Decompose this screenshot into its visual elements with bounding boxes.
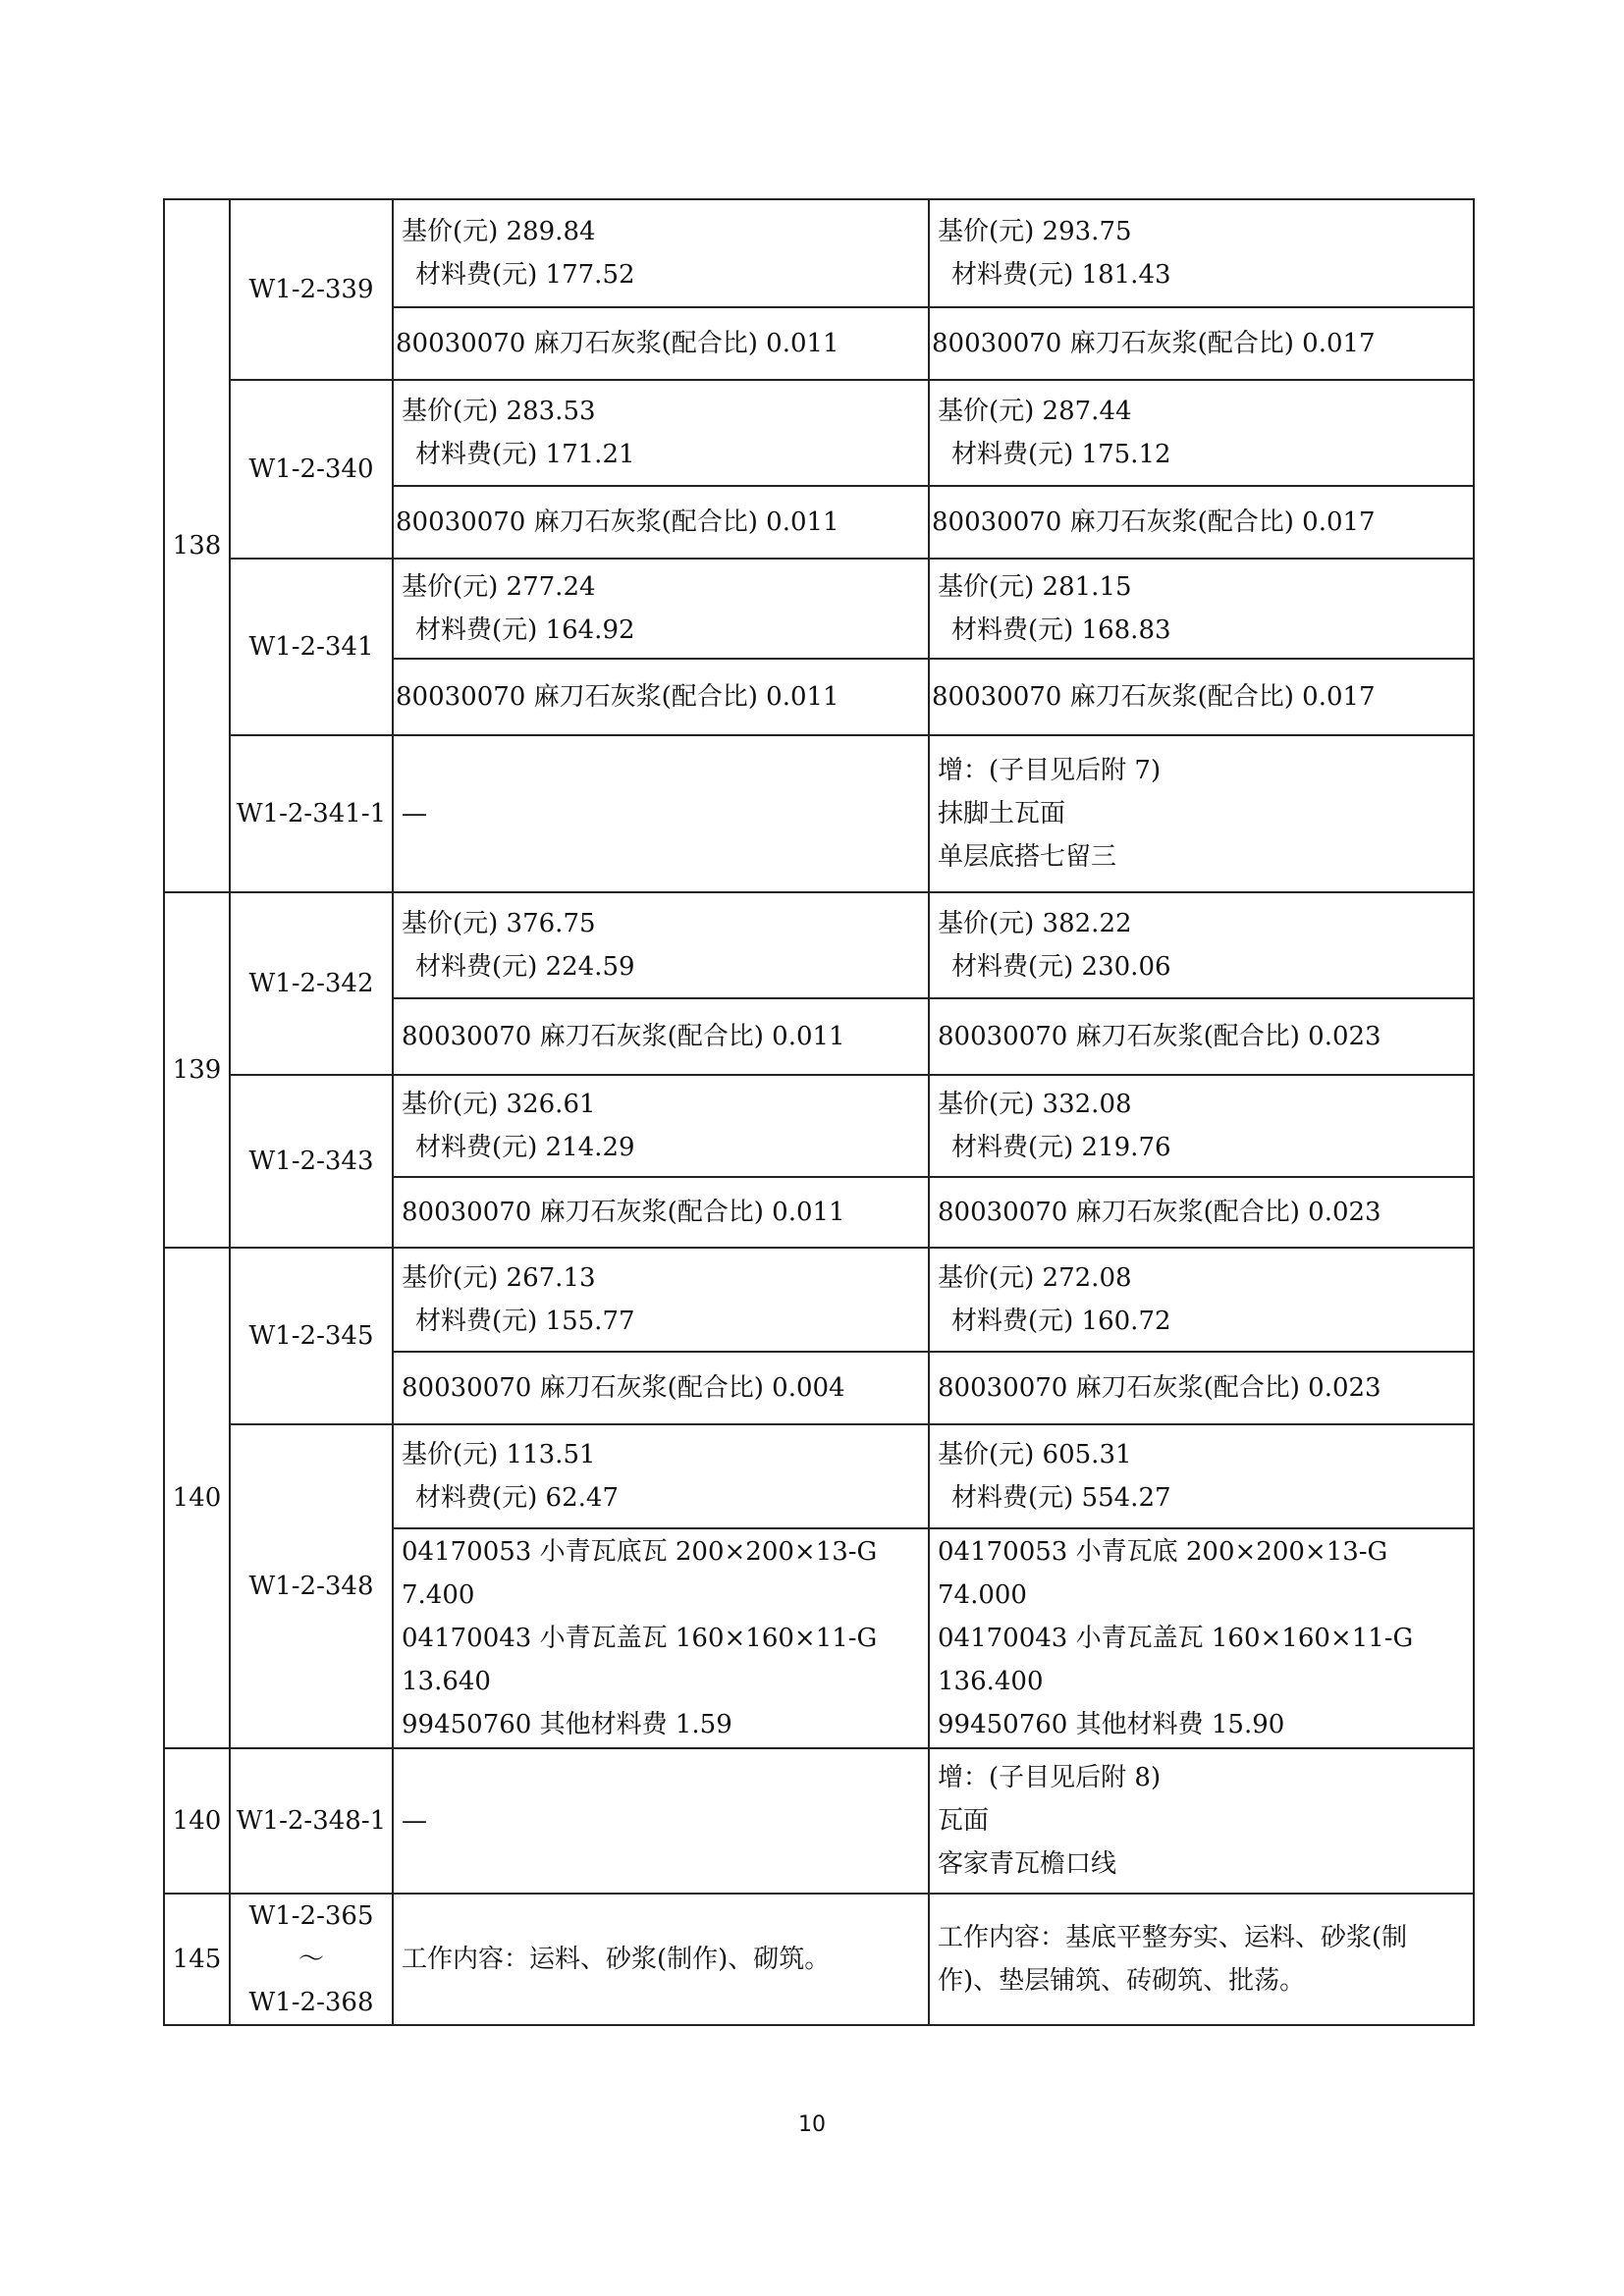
detail-line: 04170053 小青瓦底瓦 200×200×13-G: [402, 1537, 878, 1567]
base-price: 基价(元) 382.22: [938, 909, 1132, 938]
base-price: 基价(元) 283.53: [402, 397, 596, 426]
base-price: 基价(元) 605.31: [938, 1440, 1132, 1469]
detail-line: 04170043 小青瓦盖瓦 160×160×11-G: [402, 1624, 878, 1653]
new-price-cell: [929, 1424, 1474, 1528]
table-row: [164, 199, 1474, 307]
old-content: —: [393, 1748, 929, 1894]
old-material-detail: 80030070 麻刀石灰浆(配合比) 0.011: [393, 659, 929, 735]
old-material-detail: 80030070 麻刀石灰浆(配合比) 0.011: [393, 486, 929, 559]
material-cost: 材料费(元) 181.43: [951, 260, 1171, 290]
table-row: [164, 1894, 1474, 2025]
old-price-cell: [393, 1424, 929, 1528]
base-price: 基价(元) 277.24: [402, 572, 596, 602]
old-material-detail: 80030070 麻刀石灰浆(配合比) 0.011: [393, 1177, 929, 1248]
base-price: 基价(元) 289.84: [402, 217, 596, 246]
new-price-cell: [929, 380, 1474, 486]
old-material-detail: 80030070 麻刀石灰浆(配合比) 0.004: [393, 1352, 929, 1424]
item-number: 145: [164, 1894, 230, 2025]
amendment-table: [163, 198, 1475, 2026]
material-cost: 材料费(元) 554.27: [951, 1483, 1171, 1513]
base-price: 基价(元) 113.51: [402, 1440, 596, 1469]
new-price-cell: [929, 1248, 1474, 1352]
old-material-detail: [393, 1528, 929, 1748]
new-material-detail: 80030070 麻刀石灰浆(配合比) 0.023: [929, 998, 1474, 1075]
item-code: W1-2-343: [230, 1075, 393, 1248]
item-code: W1-2-339: [230, 199, 393, 380]
material-cost: 材料费(元) 230.06: [951, 952, 1171, 982]
detail-line: 7.400: [402, 1580, 475, 1610]
item-code-range: [230, 1894, 393, 2025]
new-price-cell: [929, 199, 1474, 307]
base-price: 基价(元) 332.08: [938, 1090, 1132, 1119]
item-number: 140: [164, 1248, 230, 1748]
material-cost: 材料费(元) 219.76: [951, 1133, 1171, 1162]
code-separator: ～: [298, 1945, 324, 1974]
old-price-cell: [393, 380, 929, 486]
new-note-line: 增：(子目见后附 7): [938, 756, 1162, 785]
new-content: [929, 735, 1474, 892]
old-material-detail: 80030070 麻刀石灰浆(配合比) 0.011: [393, 307, 929, 380]
new-note-line: 增：(子目见后附 8): [938, 1763, 1162, 1792]
old-content: 工作内容：运料、砂浆(制作)、砌筑。: [393, 1894, 929, 2025]
detail-line: 136.400: [938, 1667, 1044, 1696]
new-note-line: 单层底搭七留三: [938, 842, 1117, 872]
old-price-cell: [393, 199, 929, 307]
table-row: [164, 892, 1474, 998]
detail-line: 74.000: [938, 1580, 1027, 1610]
detail-line: 04170053 小青瓦底 200×200×13-G: [938, 1537, 1388, 1567]
base-price: 基价(元) 376.75: [402, 909, 596, 938]
new-note-line: 抹脚土瓦面: [938, 799, 1066, 828]
material-cost: 材料费(元) 214.29: [415, 1133, 635, 1162]
old-price-cell: [393, 559, 929, 659]
table-row: [164, 735, 1474, 892]
new-note-line: 工作内容：基底平整夯实、运料、砂浆(制: [938, 1923, 1408, 1952]
base-price: 基价(元) 281.15: [938, 572, 1132, 602]
new-material-detail: [929, 1528, 1474, 1748]
new-price-cell: [929, 559, 1474, 659]
detail-line: 13.640: [402, 1667, 491, 1696]
new-material-detail: 80030070 麻刀石灰浆(配合比) 0.017: [929, 659, 1474, 735]
material-cost: 材料费(元) 155.77: [415, 1307, 635, 1336]
new-content: [929, 1894, 1474, 2025]
material-cost: 材料费(元) 171.21: [415, 440, 635, 469]
old-price-cell: [393, 1248, 929, 1352]
material-cost: 材料费(元) 224.59: [415, 952, 635, 982]
detail-line: 04170043 小青瓦盖瓦 160×160×11-G: [938, 1624, 1414, 1653]
new-price-cell: [929, 1075, 1474, 1177]
item-code: W1-2-348-1: [230, 1748, 393, 1894]
material-cost: 材料费(元) 175.12: [951, 440, 1171, 469]
base-price: 基价(元) 267.13: [402, 1263, 596, 1293]
table-row: [164, 1075, 1474, 1177]
old-price-cell: [393, 892, 929, 998]
item-code: W1-2-348: [230, 1424, 393, 1748]
new-material-detail: 80030070 麻刀石灰浆(配合比) 0.023: [929, 1177, 1474, 1248]
material-cost: 材料费(元) 168.83: [951, 615, 1171, 645]
material-cost: 材料费(元) 164.92: [415, 615, 635, 645]
item-code: W1-2-342: [230, 892, 393, 1075]
item-number: 138: [164, 199, 230, 892]
new-content: [929, 1748, 1474, 1894]
item-code: W1-2-345: [230, 1248, 393, 1424]
old-material-detail: 80030070 麻刀石灰浆(配合比) 0.011: [393, 998, 929, 1075]
table-row: [164, 1748, 1474, 1894]
item-number: 140: [164, 1748, 230, 1894]
new-material-detail: 80030070 麻刀石灰浆(配合比) 0.017: [929, 486, 1474, 559]
code-to: W1-2-368: [248, 1988, 374, 2017]
new-material-detail: 80030070 麻刀石灰浆(配合比) 0.023: [929, 1352, 1474, 1424]
item-code: W1-2-340: [230, 380, 393, 559]
detail-line: 99450760 其他材料费 1.59: [402, 1710, 732, 1739]
page-number: 10: [798, 2112, 826, 2137]
new-note-line: 瓦面: [938, 1806, 990, 1836]
new-price-cell: [929, 892, 1474, 998]
table-row: [164, 559, 1474, 659]
old-content: —: [393, 735, 929, 892]
material-cost: 材料费(元) 62.47: [415, 1483, 619, 1513]
item-code: W1-2-341: [230, 559, 393, 735]
new-material-detail: 80030070 麻刀石灰浆(配合比) 0.017: [929, 307, 1474, 380]
base-price: 基价(元) 272.08: [938, 1263, 1132, 1293]
item-number: 139: [164, 892, 230, 1248]
base-price: 基价(元) 326.61: [402, 1090, 596, 1119]
item-code: W1-2-341-1: [230, 735, 393, 892]
new-note-line: 客家青瓦檐口线: [938, 1849, 1117, 1879]
old-price-cell: [393, 1075, 929, 1177]
material-cost: 材料费(元) 160.72: [951, 1307, 1171, 1336]
detail-line: 99450760 其他材料费 15.90: [938, 1710, 1285, 1739]
table-row: [164, 380, 1474, 486]
material-cost: 材料费(元) 177.52: [415, 260, 635, 290]
new-note-line: 作)、垫层铺筑、砖砌筑、批荡。: [938, 1966, 1306, 1996]
table-row: [164, 1248, 1474, 1352]
base-price: 基价(元) 287.44: [938, 397, 1132, 426]
table-row: [164, 1424, 1474, 1528]
code-from: W1-2-365: [248, 1901, 374, 1931]
base-price: 基价(元) 293.75: [938, 217, 1132, 246]
